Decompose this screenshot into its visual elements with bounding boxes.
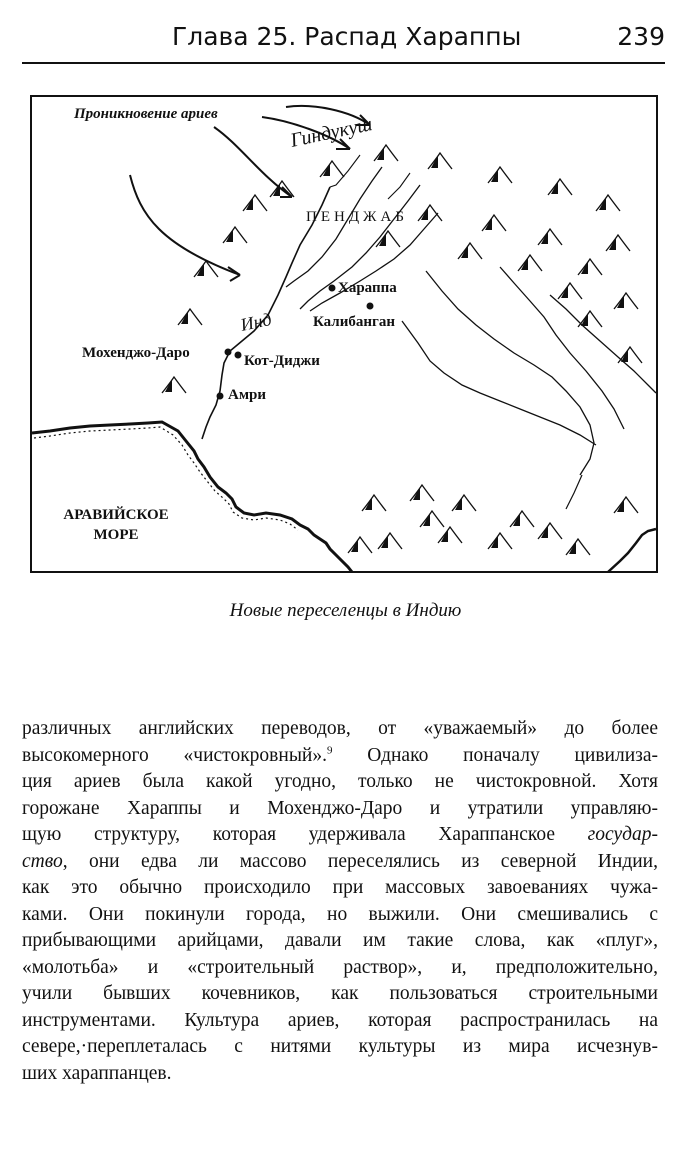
map-illustration [30, 95, 658, 573]
mountain-shade [491, 535, 498, 548]
mountain-shade [485, 217, 492, 230]
mountain-shade [413, 487, 420, 500]
mountain-shade [165, 379, 172, 392]
mountain-symbol [378, 533, 402, 549]
mountain-symbol [348, 537, 372, 553]
text-line: горожане Хараппы и Мохенджо-Даро и утратили управляю- [22, 797, 658, 819]
mountain-symbol [488, 167, 512, 183]
map-frame [31, 96, 657, 572]
mountain-shade [541, 231, 548, 244]
river-east-1 [402, 321, 596, 445]
mountain-shade [431, 155, 438, 168]
text-line: ших хараппанцев. [22, 1062, 172, 1084]
mountain-shade [599, 197, 606, 210]
mountain-symbol [488, 533, 512, 549]
mountain-symbol [566, 539, 590, 555]
arrow-1-head [228, 267, 240, 281]
arrow-1 [130, 175, 240, 275]
emphasis: государ- [587, 824, 658, 845]
mountain-symbol [162, 377, 186, 393]
tributary-5 [330, 155, 360, 187]
mountain-symbol [482, 215, 506, 231]
mountain-shade [323, 163, 330, 176]
label-amri: Амри [228, 387, 267, 403]
mountain-symbol [410, 485, 434, 501]
mountain-shade [561, 285, 568, 298]
mountain-symbol [420, 511, 444, 527]
label-aryans: Проникновение ариев [74, 106, 218, 122]
text-line: высокомерного «чистокровный».$^9$ Однако поначалу цивилиза- [22, 744, 658, 766]
tributary-4 [388, 173, 410, 199]
label-indus: Инд [238, 308, 274, 335]
mountain-shade [365, 497, 372, 510]
mountain-shade [581, 313, 588, 326]
mountain-symbol [596, 195, 620, 211]
mountain-shade [569, 541, 576, 554]
text-line: различных английских переводов, от «уважаемый» до более [22, 718, 658, 739]
mountains-group [162, 145, 642, 555]
river-south [566, 475, 582, 509]
mountain-symbol [178, 309, 202, 325]
label-sea-line1: АРАВИЙСКОЕ [63, 507, 169, 523]
mountain-symbol [538, 229, 562, 245]
running-head [22, 18, 665, 62]
mountain-symbol [243, 195, 267, 211]
label-harappa: Хараппа [338, 280, 397, 296]
mountain-shade [521, 257, 528, 270]
text-line: учили бывших кочевников, как пользоваться строительными [22, 983, 658, 1004]
mountain-shade [513, 513, 520, 526]
mountain-shade [491, 169, 498, 182]
chapter-title: Глава 25. Распад Хараппы [172, 22, 522, 51]
mountain-shade [617, 499, 624, 512]
mountain-symbol [223, 227, 247, 243]
mountain-symbol [518, 255, 542, 271]
mountain-symbol [418, 205, 442, 221]
mountain-symbol [438, 527, 462, 543]
mountain-symbol [458, 243, 482, 259]
mountain-shade [455, 497, 462, 510]
footnote-marker: 9 [326, 744, 333, 756]
label-punjab: ПЕНДЖАБ [306, 209, 408, 225]
map-figure [30, 95, 658, 573]
mountain-shade [609, 237, 616, 250]
mountain-symbol [452, 495, 476, 511]
mountain-shade [181, 311, 188, 324]
text-line: «молотьба» и «строительный раствор», и, предположительно, [22, 956, 658, 978]
coastline-right [608, 529, 656, 572]
figure-caption: Новые переселенцы в Индию [229, 600, 462, 621]
text-line: щую структуру, которая удерживала Хараппанское государ- [22, 824, 658, 845]
mountain-symbol [374, 145, 398, 161]
label-kotdiji: Кот-Диджи [244, 353, 320, 369]
mountain-shade [379, 233, 386, 246]
mountain-shade [351, 539, 358, 552]
mountain-symbol [510, 511, 534, 527]
mountain-symbol [376, 231, 400, 247]
text-line: инструментами. Культура ариев, которая распространилась на [22, 1009, 658, 1031]
mountain-symbol [606, 235, 630, 251]
mountain-symbol [578, 259, 602, 275]
coastline [32, 422, 352, 572]
label-kalibangan: Калибанган [313, 314, 395, 330]
mountain-symbol [614, 497, 638, 513]
text-line: ками. Они покинули города, но выжили. Они смешивались с [22, 903, 658, 925]
city-dot-kotdiji [235, 352, 242, 359]
mountain-shade [441, 529, 448, 542]
mountain-shade [421, 207, 428, 220]
text-line: ство, они едва ли массово переселялись из северной Индии, [22, 850, 658, 872]
mountain-shade [541, 525, 548, 538]
text-line: севере,·переплеталась с нитями культуры из мира исчезнув- [22, 1036, 658, 1057]
river-east-4 [550, 295, 656, 393]
page-number: 239 [617, 22, 665, 51]
mountain-shade [581, 261, 588, 274]
body-text [22, 716, 658, 1087]
mountain-shade [551, 181, 558, 194]
mountain-symbol [428, 153, 452, 169]
city-dot-mohenjodaro [225, 349, 232, 356]
mountain-symbol [558, 283, 582, 299]
mountain-shade [381, 535, 388, 548]
city-dot-amri [217, 393, 224, 400]
label-hindukush: Гиндукуш [288, 113, 375, 152]
mountain-symbol [362, 495, 386, 511]
label-mohenjodaro: Мохенджо-Даро [82, 345, 190, 361]
mountain-symbol [548, 179, 572, 195]
emphasis: ство [22, 850, 63, 872]
mountain-shade [197, 263, 204, 276]
label-sea-line2: МОРЕ [93, 527, 139, 543]
text-line: прибывающими арийцами, давали им такие слова, как «плуг», [22, 930, 658, 951]
river-east-3 [500, 267, 624, 429]
text-line: ция ариев была какой угодно, только не чистокровной. Хотя [22, 771, 658, 792]
mountain-shade [461, 245, 468, 258]
mountain-shade [423, 513, 430, 526]
river-east-2 [426, 271, 594, 475]
mountain-symbol [538, 523, 562, 539]
mountain-symbol [614, 293, 638, 309]
arrow-2 [214, 127, 292, 197]
text-line: как это обычно происходило при массовых завоеваниях чужа- [22, 877, 658, 898]
tributary-1 [286, 167, 382, 287]
city-dot-harappa [329, 285, 336, 292]
tributary-3 [310, 213, 438, 311]
header-rule [22, 62, 665, 64]
mountain-shade [377, 147, 384, 160]
mountain-shade [617, 295, 624, 308]
city-dot-kalibangan [367, 303, 374, 310]
mountain-symbol [320, 161, 344, 177]
